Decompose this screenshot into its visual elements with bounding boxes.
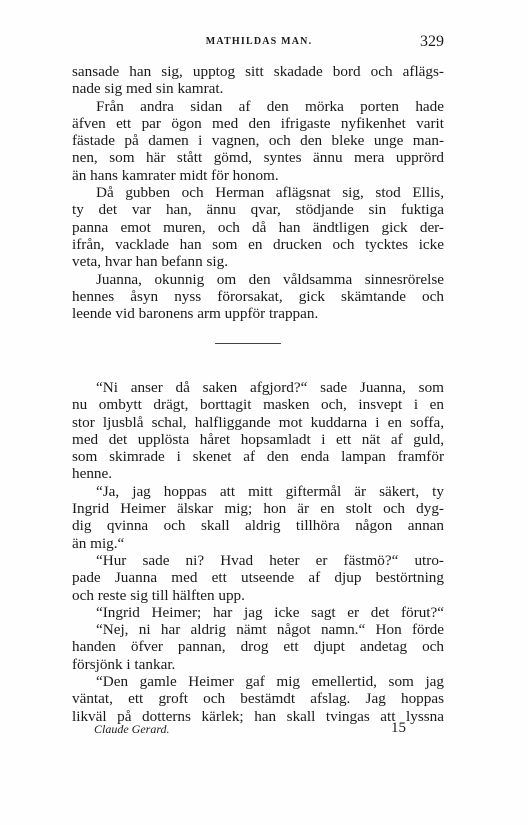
text-line: än mig.“ <box>72 534 125 552</box>
text-line: dig qvinna och skall aldrig tillhöra någon annan <box>72 517 444 535</box>
section-divider <box>215 343 281 344</box>
text-line: “Ja, jag hoppas att mitt giftermål är säkert, ty <box>96 482 444 500</box>
text-block-continuation <box>72 63 444 322</box>
text-line: pade Juanna med ett utseende af djup bestörtning <box>72 569 444 587</box>
text-line: Från andra sidan af den mörka porten hade <box>96 97 444 115</box>
running-head <box>70 33 448 52</box>
text-line: som skimrade i skenet af den enda lampan framför <box>72 448 444 466</box>
text-line: Ingrid Heimer älskar mig; hon är en stolt och dyg- <box>72 500 444 518</box>
text-line: nu ombytt drägt, borttagit masken och, insvept i en <box>72 396 444 414</box>
page-number: 329 <box>420 33 444 50</box>
text-line: Juanna, okunnig om den våldsamma sinnesrörelse <box>96 270 444 288</box>
text-line: sansade han sig, upptog sitt skadade bord och aflägs- <box>72 63 444 80</box>
text-line: försjönk i tankar. <box>72 655 176 673</box>
sheet-number: 15 <box>391 720 406 736</box>
text-line: likväl på dotterns kärlek; han skall tvingas att lyssna <box>72 707 444 725</box>
text-line: än hans kamrater midt för honom. <box>72 166 279 184</box>
text-line: veta, hvar han befann sig. <box>72 253 229 271</box>
text-line: henne. <box>72 465 113 483</box>
text-block-dialogue <box>72 379 444 725</box>
text-line: “Hur sade ni? Hvad heter er fästmö?“ utro- <box>96 551 444 569</box>
text-line: fästade på damen i vagnen, och den bleke unge man- <box>72 132 444 150</box>
text-line: ty det var han, ännu qvar, stödjande sin fuktiga <box>72 201 444 219</box>
text-line: och reste sig till hälften upp. <box>72 586 245 604</box>
text-line: hennes åsyn nyss förorsakat, gick skämtande och <box>72 287 444 305</box>
running-title: MATHILDAS MAN. <box>205 36 313 47</box>
text-line: “Den gamle Heimer gaf mig emellertid, som jag <box>96 673 444 691</box>
text-line: panna emot muren, och då han ändtligen gick der- <box>72 218 444 236</box>
text-line: Då gubben och Herman aflägsnat sig, stod Ellis, <box>96 184 444 202</box>
text-line: “Ingrid Heimer; har jag icke sagt er det förut?“ <box>96 603 444 621</box>
text-line: stor ljusblå schal, halfliggande mot kuddarna i en soffa, <box>72 413 444 431</box>
text-line: leende vid baronens arm uppför trappan. <box>72 305 319 323</box>
text-line: med det upplösta håret hopsamladt i ett nät af guld, <box>72 430 444 448</box>
text-line: äfven ett par ögon med den ifrigaste nyfikenhet varit <box>72 114 444 132</box>
text-line: “Ni anser då saken afgjord?“ sade Juanna, som <box>96 379 444 396</box>
printer-signature: Claude Gerard. <box>94 722 170 736</box>
text-line: nen, som här stått gömd, syntes ännu mera upprörd <box>72 149 444 167</box>
text-line: nade sig med sin kamrat. <box>72 80 224 98</box>
text-line: väntat, ett groft och bestämdt afslag. Jag hoppas <box>72 690 444 708</box>
text-line: handen öfver pannan, drog ett djupt andetag och <box>72 638 444 656</box>
text-line: “Nej, ni har aldrig nämt något namn.“ Hon förde <box>96 621 444 639</box>
text-line: ifrån, vacklade han som en drucken och tycktes icke <box>72 235 444 253</box>
